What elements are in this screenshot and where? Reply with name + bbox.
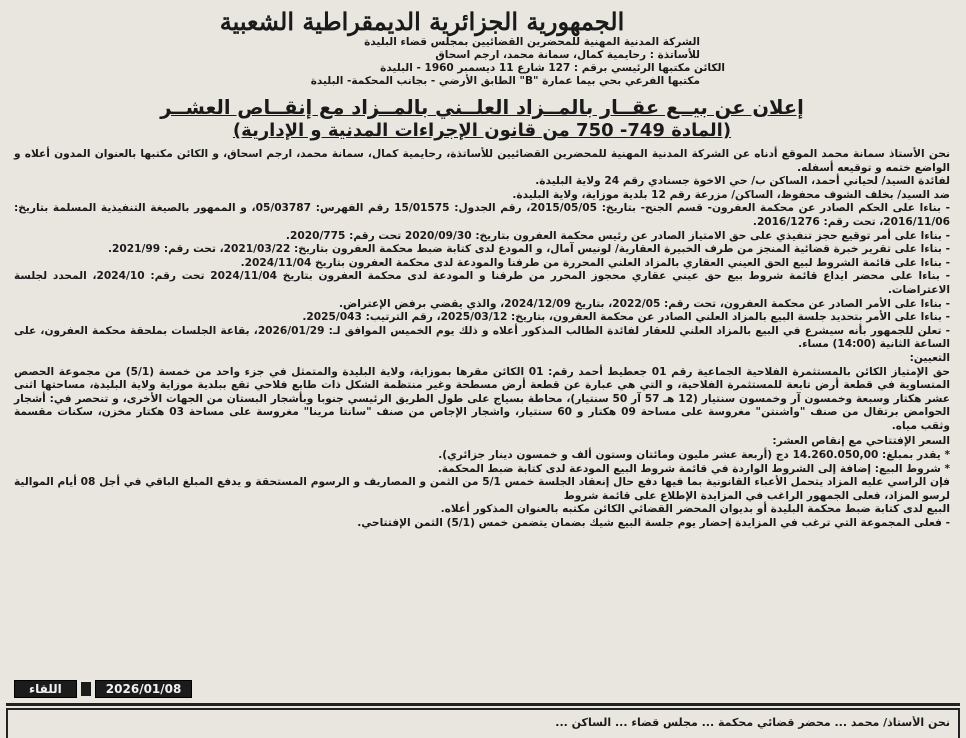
republic-title: الجمهورية الجزائرية الديمقراطية الشعبية xyxy=(219,7,625,36)
publication-date: 2026/01/08 xyxy=(95,680,193,698)
announcement-body xyxy=(14,148,950,531)
body-heading-designation: التعيين: xyxy=(909,351,950,364)
body-paragraph-debtor: ضد السيد/ بخلف الشوف محفوظ، الساكن/ مزرعة رقم 12 بلدية موزاية، ولاية البليدة. xyxy=(512,188,950,201)
body-paragraph-guarantee: - فعلى المجموعة التي ترغب في المزايدة إحضار يوم جلسة البيع شيك بضمان يتضمن خمس (5/1) الثمن الإفتتاحي. xyxy=(357,517,950,530)
branch-office-address: مكتبها الفرعي بحي بيما عمارة "B" الطابق الأرضي - بجانب المحكمة- البليدة xyxy=(310,75,700,87)
body-paragraph-deposit-report: - بناءا على محضر ايداع قائمة شروط بيع حق عيني عقاري محجوز المحرر من طرفنا و المودعة لدى محكمة العفرون بتاريخ 2024/11/04 تحت رقم: 2024/10، المحدد لجلسة الاعتراضات. xyxy=(14,270,950,296)
next-ad-box xyxy=(6,708,960,738)
announcement-subtitle: (المادة 749- 750 من قانون الإجراءات المدنية و الإدارية) xyxy=(232,120,732,141)
body-paragraph-price: * يقدر بمبلغ: 14.260.050,00 دج (أربعة عشر مليون ومائتان وستون ألف و خمسون دينار جزائري). xyxy=(438,449,950,462)
newspaper-name-badge: اللقاء xyxy=(14,680,77,698)
body-paragraph-winner-obligations: فإن الراسي عليه المزاد يتحمل الأعباء القانونية بما فيها دفع حال إنعقاد الجلسة خمس 5/1 من الثمن و المصاريف و الرسوم المستحقة و يدفع المبلغ الباقي في أجل 08 أيام الموالية لرسو المزاد، فعلى الجمهور الراغب في المزايدة الإطلاع على قائمة شروط xyxy=(14,476,950,502)
company-name: الشركة المدنية المهنية للمحضرين القضائيين بمجلس قضاء البليدة xyxy=(364,36,700,48)
header-block xyxy=(14,8,830,36)
company-members: للأساتذة : رحايمية كمال، سمانة محمد، ارجم اسحاق xyxy=(435,49,700,61)
footer-separator xyxy=(81,682,91,696)
body-paragraph-conditions-list: - بناءا على قائمة الشروط لبيع الحق العيني العقاري بالمزاد العلني المحررة من طرفنا والمودعة لدى محكمة العفرون بتاريخ 2024/11/04. xyxy=(240,256,950,269)
body-paragraph-beneficiary: لفائدة السيد/ لحياني أحمد، الساكن ب/ حي الاخوة جسنادي رقم 24 ولاية البليدة. xyxy=(535,175,950,188)
body-heading-opening-price: السعر الإفتتاحي مع إنقاص العشر: xyxy=(772,435,950,448)
body-paragraph-public-notice: - تعلن للجمهور بأنه سيشرع في البيع بالمزاد العلني للعقار لفائدة الطالب المذكور أعلاه و ذلك يوم الخميس الموافق لـ: 2026/01/29، بقاعة الجلسات بملحقة محكمة العفرون، على الساعة الثانية (14:00) مساء. xyxy=(14,324,950,351)
announcement-title: إعلان عن بيــع عقــار بالمــزاد العلــني بالمــزاد مع إنقــاص العشــر xyxy=(160,96,804,119)
body-paragraph-property: حق الإمتياز الكائن بالمستثمرة الفلاحية الجماعية رقم 01 جعطيط أحمد رقم: 01 الكائن مقرها بموزاية، ولاية البليدة والمتمثل في جزء واحد من خمسة (5/1) من مجموعة الحصص المتساوية في قطعة أرض تابعة للمستثمرة الفلاحية، و التي هي عبارة عن قطعة أرض مسطحة وغير منتظمة الشكل ذات طابع فلاحي تقع ببلدية موزاية ولاية البليدة، مساحتها اثنى عشر هكتار وسبعة وخمسون آر وخمسون سنتيار (12 هـ 57 آر 50 سنتيار)، محاطة بسياج على طول الطريق الرئيسي جنوبا وبأشجار البستان من الجهات الأخرى، و تنحصر في: أشجار الحوامض برتقال من صنف "واشنتن" مغروسة على مساحة 09 هكتار و 60 سنتيار، واشجار الإجاص من صنف "سانتا مرينا" مغروسة على مساحة 03 هكتار مخزن، سكنات مقسمة وثقب مياه. xyxy=(14,365,951,432)
ad-divider xyxy=(6,703,960,706)
body-paragraph-sale-terms: * شروط البيع: إضافة إلى الشروط الواردة في قائمة شروط البيع المودعة لدى كتابة ضبط المحكمة. xyxy=(437,462,950,475)
body-paragraph-seizure-order: - بناءا على أمر توقيع حجز تنفيذي على حق الامتياز الصادر عن رئيس محكمة العفرون بتاريخ: 2020/09/30 تحت رقم: 2020/775. xyxy=(285,229,950,242)
main-office-address: الكائن مكتبها الرئيسي برقم : 127 شارع 11 ديسمبر 1960 - البليدة xyxy=(380,62,725,74)
body-paragraph-intro: نحن الأستاذ سمانة محمد الموقع أدناه عن الشركة المدنية المهنية للمحضرين القضائيين للأساتذة، رحايمية كمال، سمانة محمد، ارجم اسحاق، و الكائن مكتبها بالعنوان المدون أعلاه و الواضع ختمه و توقيعه أسفله. xyxy=(14,148,950,174)
body-paragraph-consultation: البيع لدى كتابة ضبط محكمة البليدة أو بديوان المحضر القضائي الكائن مكتبه بالعنوان المذكور أعلاه. xyxy=(440,503,950,516)
body-paragraph-judgment: - بناءا على الحكم الصادر عن محكمة العفرون- قسم الجنح- بتاريخ: 2015/05/05، رقم الجدول: 15/01575 رقم الفهرس: 05/03787، و الممهور بالصيغة التنفيذية المسلمة بتاريخ: 2016/11/06، تحت رقم: 2016/1276. xyxy=(14,202,950,228)
body-paragraph-sale-date-order: - بناءا على الأمر بتحديد جلسة البيع بالمزاد العلني الصادر عن محكمة العفرون، بتاريخ: 2025/03/12، رقم الترتيب: 2025/043. xyxy=(302,311,950,324)
body-paragraph-objection-order: - بناءا على الأمر الصادر عن محكمة العفرون، تحت رقم: 2022/05، بتاريخ 2024/12/09، والذي يقضي برفض الإعتراض. xyxy=(339,297,950,310)
footer-strip xyxy=(14,680,192,698)
body-paragraph-expertise: - بناءا على تقرير خبرة قضائية المنجز من طرف الخبيرة العقارية/ لونيس آمال، و المودع لدى كتابة ضبط محكمة العفرون بتاريخ: 2021/03/22، تحت رقم: 2021/99. xyxy=(108,243,950,256)
next-ad-first-line: نحن الأستاذ/ محمد ... محضر قضائي محكمة ... مجلس قضاء ... الساكن ... xyxy=(555,716,950,729)
